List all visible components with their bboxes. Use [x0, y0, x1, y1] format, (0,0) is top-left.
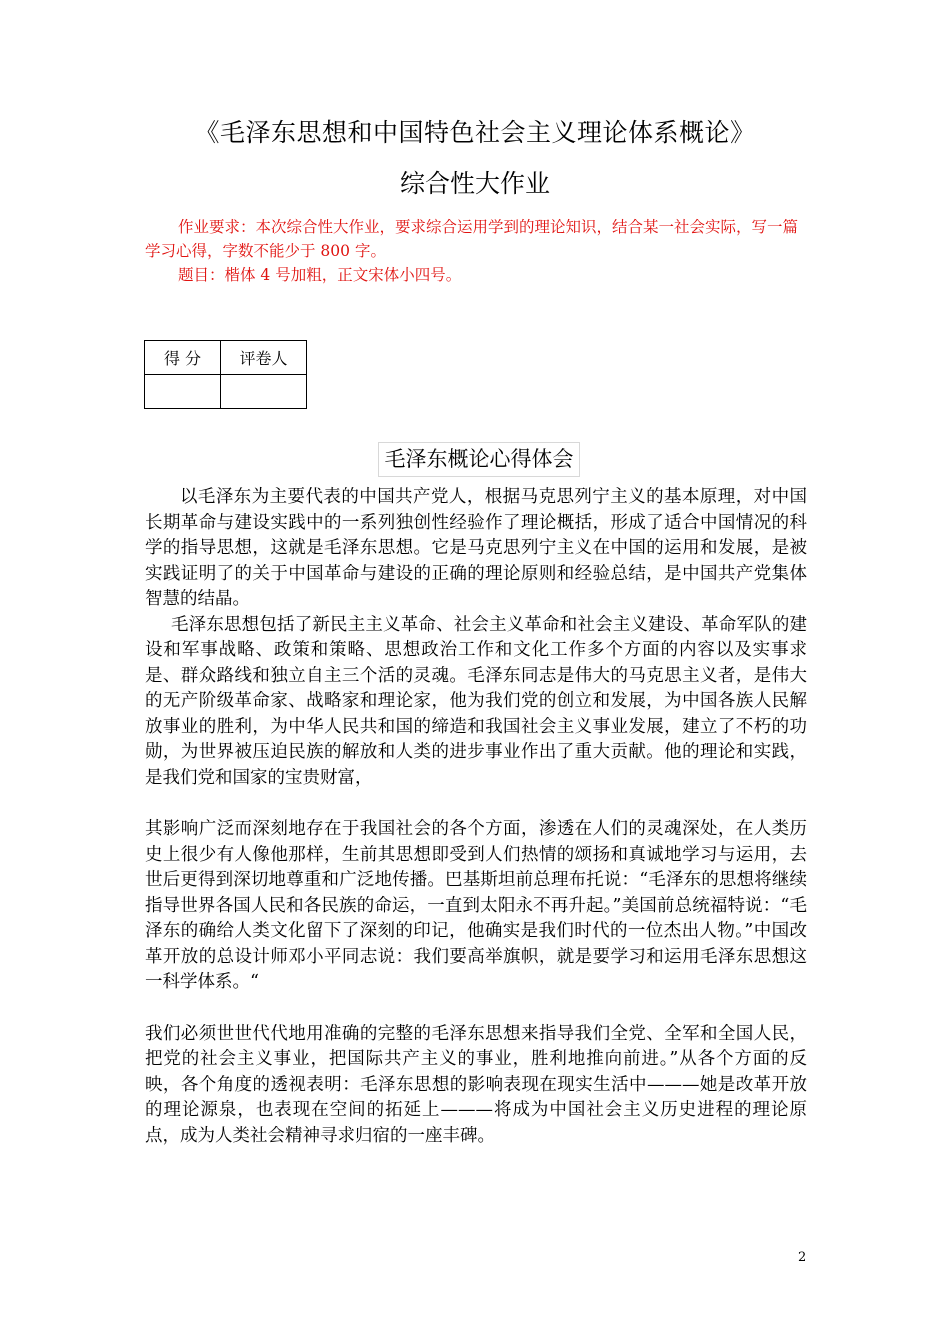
essay-body: [145, 485, 807, 1149]
document-title: 《毛泽东思想和中国特色社会主义理论体系概论》: [194, 118, 756, 147]
requirement-line-1: 作业要求：本次综合性大作业，要求综合运用学到的理论知识，结合某一社会实际，写一篇学习心得，字数不能少于 800 字。: [145, 218, 799, 260]
grader-header: 评卷人: [221, 341, 307, 375]
grader-cell[interactable]: [221, 375, 307, 409]
score-table: [144, 340, 307, 409]
essay-paragraph-2: 毛泽东思想包括了新民主主义革命、社会主义革命和社会主义建设、革命军队的建设和军事战略、政策和策略、思想政治工作和文化工作多个方面的内容以及实事求是、群众路线和独立自主三个活的灵魂。毛泽东同志是伟大的马克思主义者，是伟大的无产阶级革命家、战略家和理论家，他为我们党的创立和发展，为中国各族人民解放事业的胜利，为中华人民共和国的缔造和我国社会主义事业发展，建立了不朽的功勋，为世界被压迫民族的解放和人类的进步事业作出了重大贡献。他的理论和实践，是我们党和国家的宝贵财富，: [145, 614, 807, 788]
essay-paragraph-1: 以毛泽东为主要代表的中国共产党人，根据马克思列宁主义的基本原理，对中国长期革命与建设实践中的一系列独创性经验作了理论概括，形成了适合中国情况的科学的指导思想，这就是毛泽东思想。它是马克思列宁主义在中国的运用和发展，是被实践证明了的关于中国革命与建设的正确的理论原则和经验总结，是中国共产党集体智慧的结晶。: [145, 487, 807, 609]
score-cell[interactable]: [145, 375, 221, 409]
essay-title: 毛泽东概论心得体会: [378, 442, 580, 477]
requirement-line-2: 题目：楷体 4 号加粗，正文宋体小四号。: [178, 266, 462, 284]
assignment-requirements: [145, 215, 807, 287]
page-number: 2: [798, 1250, 807, 1265]
essay-paragraph-3: 其影响广泛而深刻地存在于我国社会的各个方面，渗透在人们的灵魂深处，在人类历史上很少有人像他那样，生前其思想即受到人们热情的颂扬和真诚地学习与运用，去世后更得到深切地尊重和广泛地传播。巴基斯坦前总理布托说：“毛泽东的思想将继续指导世界各国人民和各民族的命运，一直到太阳永不再升起。”美国前总统福特说：“毛泽东的确给人类文化留下了深刻的印记，他确实是我们时代的一位杰出人物。”中国改革开放的总设计师邓小平同志说：我们要高举旗帜，就是要学习和运用毛泽东思想这一科学体系。“: [145, 819, 807, 992]
score-header: 得 分: [145, 341, 221, 375]
essay-paragraph-4: 我们必须世世代代地用准确的完整的毛泽东思想来指导我们全党、全军和全国人民，把党的社会主义事业，把国际共产主义的事业，胜利地推向前进。”从各个方面的反映，各个角度的透视表明：毛泽东思想的影响表现在现实生活中———她是改革开放的理论源泉，也表现在空间的拓延上———将成为中国社会主义历史进程的理论原点，成为人类社会精神寻求归宿的一座丰碑。: [145, 1023, 807, 1146]
document-subtitle: 综合性大作业: [399, 169, 550, 198]
